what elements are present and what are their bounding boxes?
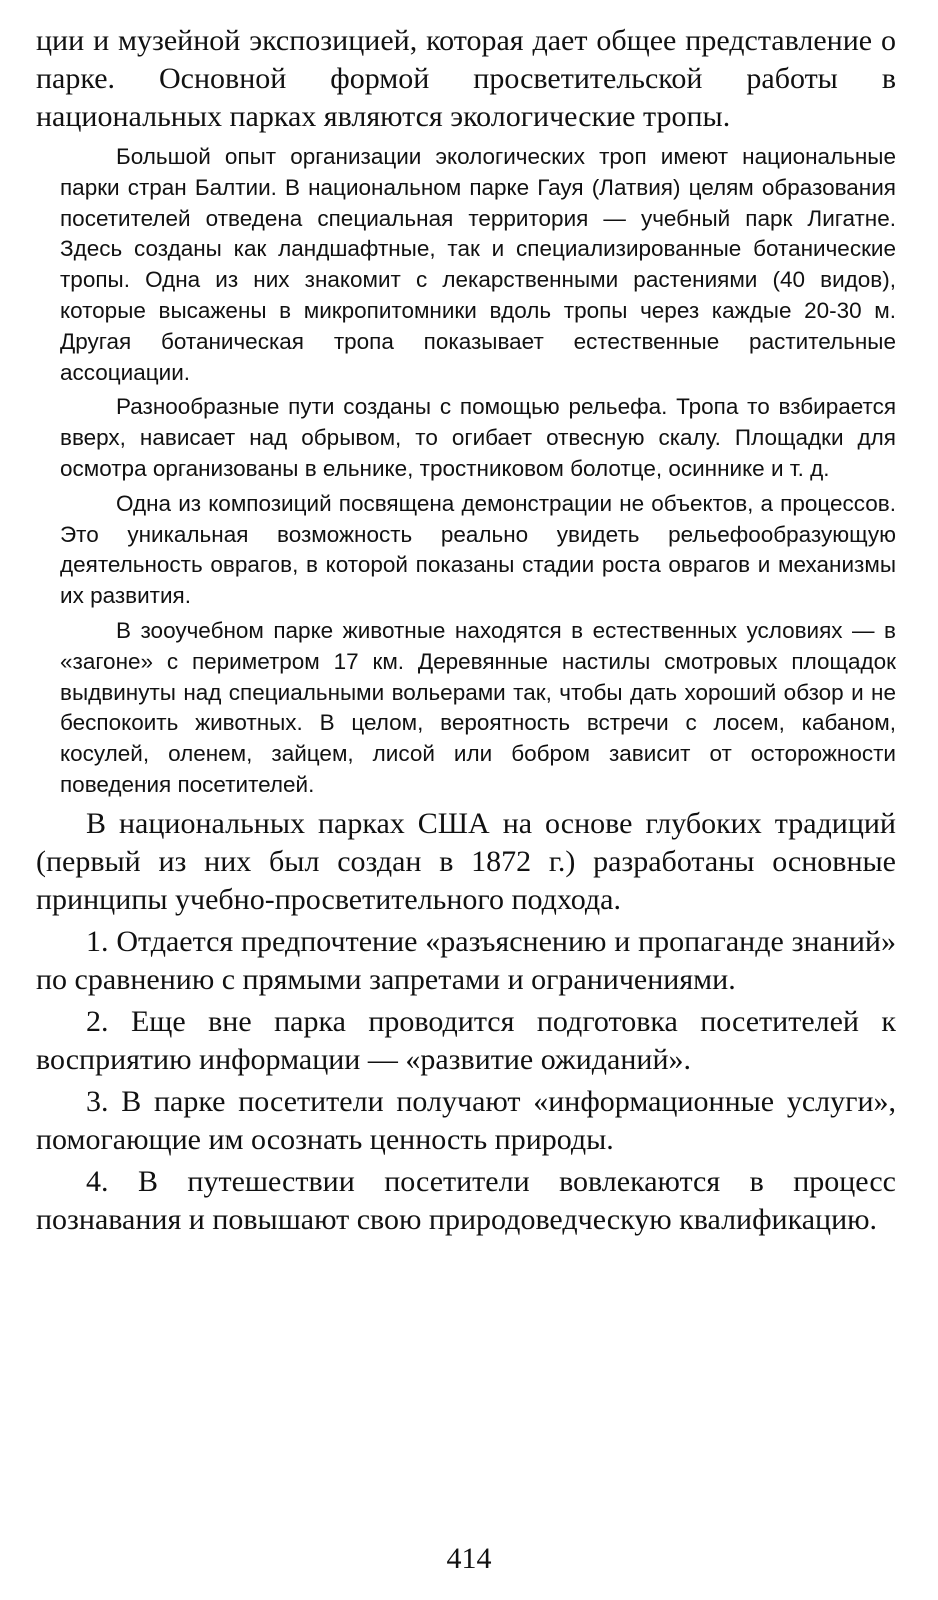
principle-item: 1. Отдается предпочтение «разъяснению и пропаганде знаний» по сравнению с прямыми запретами и ограничениями.: [36, 924, 896, 996]
page-number: 414: [446, 1542, 492, 1575]
intro-paragraph: ции и музейной экспозицией, которая дает общее представление о парке. Основной формой просветительской работы в национальных парках являются экологические тропы.: [36, 24, 896, 133]
principle-item: 3. В парке посетители получают «информационные услуги», помогающие им осознать ценность природы.: [36, 1084, 896, 1156]
ravine-paragraph: Одна из композиций посвящена демонстрации не объектов, а процессов. Это уникальная возможность реально увидеть рельефообразующую деятельность оврагов, в которой показаны стадии роста оврагов и механизмы их развития.: [60, 490, 896, 609]
zoo-paragraph: В зооучебном парке животные находятся в естественных условиях — в «загоне» с периметром 17 км. Деревянные настилы смотровых площадок выдвинуты над специальными вольерами так, чтобы дать хороший обзор и не беспокоить животных. В целом, вероятность встречи с лосем, кабаном, косулей, оленем, зайцем, лисой или бобром зависит от осторожности поведения посетителей.: [60, 617, 896, 797]
baltic-paragraph: Большой опыт организации экологических троп имеют национальные парки стран Балтии. В национальном парке Гауя (Латвия) целям образования посетителей отведена специальная территория — учебный парк Лигатне. Здесь созданы как ландшафтные, так и специализированные ботанические тропы. Одна из них знакомит с лекарственными растениями (40 видов), которые высажены в микропитомники вдоль тропы через каждые 20-30 м. Другая ботаническая тропа показывает естественные растительные ассоциации.: [60, 144, 896, 385]
relief-paragraph: Разнообразные пути созданы с помощью рельефа. Тропа то взбирается вверх, нависает над обрывом, то огибает отвесную скалу. Площадки для осмотра организованы в ельнике, тростниковом болотце, осиннике и т. д.: [60, 394, 896, 481]
principle-item: 4. В путешествии посетители вовлекаются в процесс познавания и повышают свою природоведческую квалификацию.: [36, 1164, 896, 1236]
principle-item: 2. Еще вне парка проводится подготовка посетителей к восприятию информации — «развитие ожиданий».: [36, 1004, 896, 1076]
page-content: [36, 22, 896, 1239]
usa-paragraph: В национальных парках США на основе глубоких традиций (первый из них был создан в 1872 г.) разработаны основные принципы учебно-просветительного подхода.: [36, 806, 896, 916]
